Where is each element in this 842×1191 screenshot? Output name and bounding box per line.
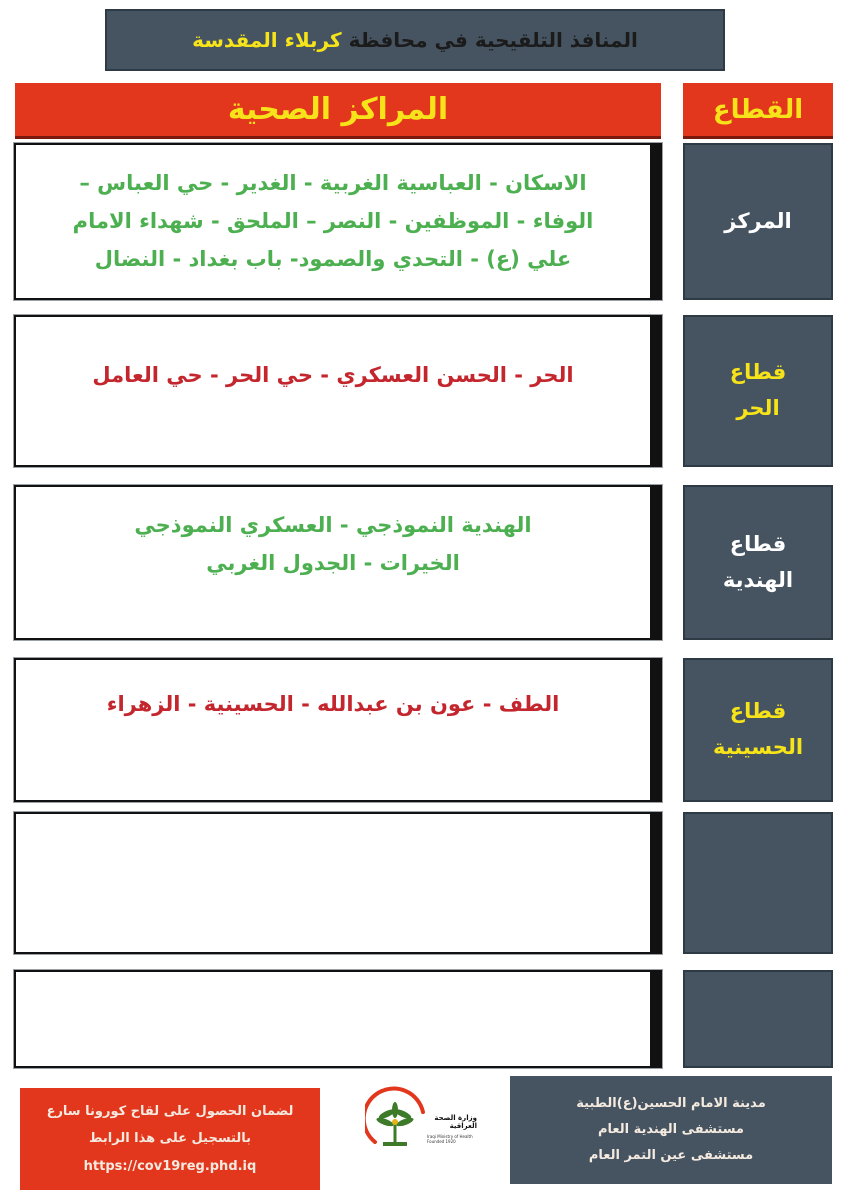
row-4-sector-line-1: قطاع (729, 699, 787, 724)
row-1-sector (683, 143, 833, 300)
row-3-sector-line-1: قطاع (729, 531, 787, 556)
row-4-sector (683, 658, 833, 802)
row-4-line-1: الطف - عون بن عبدالله - الحسينية - الزهراء (106, 692, 560, 716)
row-3-line-2: الخيرات - الجدول الغربي (206, 550, 460, 575)
logo-subtitle (427, 1134, 477, 1144)
hospitals-list (510, 1076, 832, 1184)
row-1-content (14, 143, 662, 300)
notice-line-1: لضمان الحصول على لقاح كورونا سارع (46, 1104, 294, 1120)
sector-header: القطاع (683, 83, 833, 139)
hospital-3: مستشفى عين التمر العام (588, 1148, 754, 1163)
row-3-line-1: الهندية النموذجي - العسكري النموذجي (134, 513, 532, 537)
hospital-2: مستشفى الهندية العام (598, 1122, 744, 1137)
row-1-line-3: علي (ع) - التحدي والصمود- باب بغداد - النضال (94, 246, 572, 271)
page-title (105, 9, 725, 71)
registration-notice (20, 1088, 320, 1190)
row-3-content (14, 485, 662, 640)
health-centers-header: المراكز الصحية (15, 83, 661, 139)
row-4-sector-line-2: الحسينية (712, 735, 804, 759)
logo-sub-2: Founded 1920 (427, 1139, 456, 1145)
logo-name: وزارة الصحة العراقية (434, 1114, 477, 1131)
hospital-1: مدينة الامام الحسين(ع)الطبية (576, 1096, 766, 1111)
title-part1: المنافذ التلقيحية في محافظة (348, 28, 638, 52)
registration-link[interactable]: https://cov19reg.phd.iq (83, 1158, 257, 1174)
notice-line-2: بالتسجيل على هذا الرابط (88, 1131, 252, 1147)
title-part2: كربلاء المقدسة (192, 28, 342, 52)
row-1-sector-line-1: المركز (724, 208, 792, 233)
row-2-sector-line-1: قطاع (729, 360, 787, 385)
row-5-content (14, 812, 662, 954)
row-5-sector (683, 812, 833, 954)
row-2-line-1: الحر - الحسن العسكري - حي الحر - حي العامل (92, 363, 574, 387)
row-2-sector-line-2: الحر (736, 396, 780, 420)
row-2-sector (683, 315, 833, 467)
ministry-logo (365, 1084, 477, 1176)
row-6-sector (683, 970, 833, 1068)
row-1-line-1: الاسكان - العباسية الغربية - الغدير - حي العباس – (79, 171, 587, 195)
row-1-line-2: الوفاء - الموظفين - النصر – الملحق - شهداء الامام (72, 208, 594, 233)
row-3-sector (683, 485, 833, 640)
row-3-sector-line-2: الهندية (722, 567, 794, 592)
row-4-content (14, 658, 662, 802)
row-2-content (14, 315, 662, 467)
row-6-content (14, 970, 662, 1068)
logo-sub-1: Iraqi Ministry of Health (427, 1134, 473, 1139)
